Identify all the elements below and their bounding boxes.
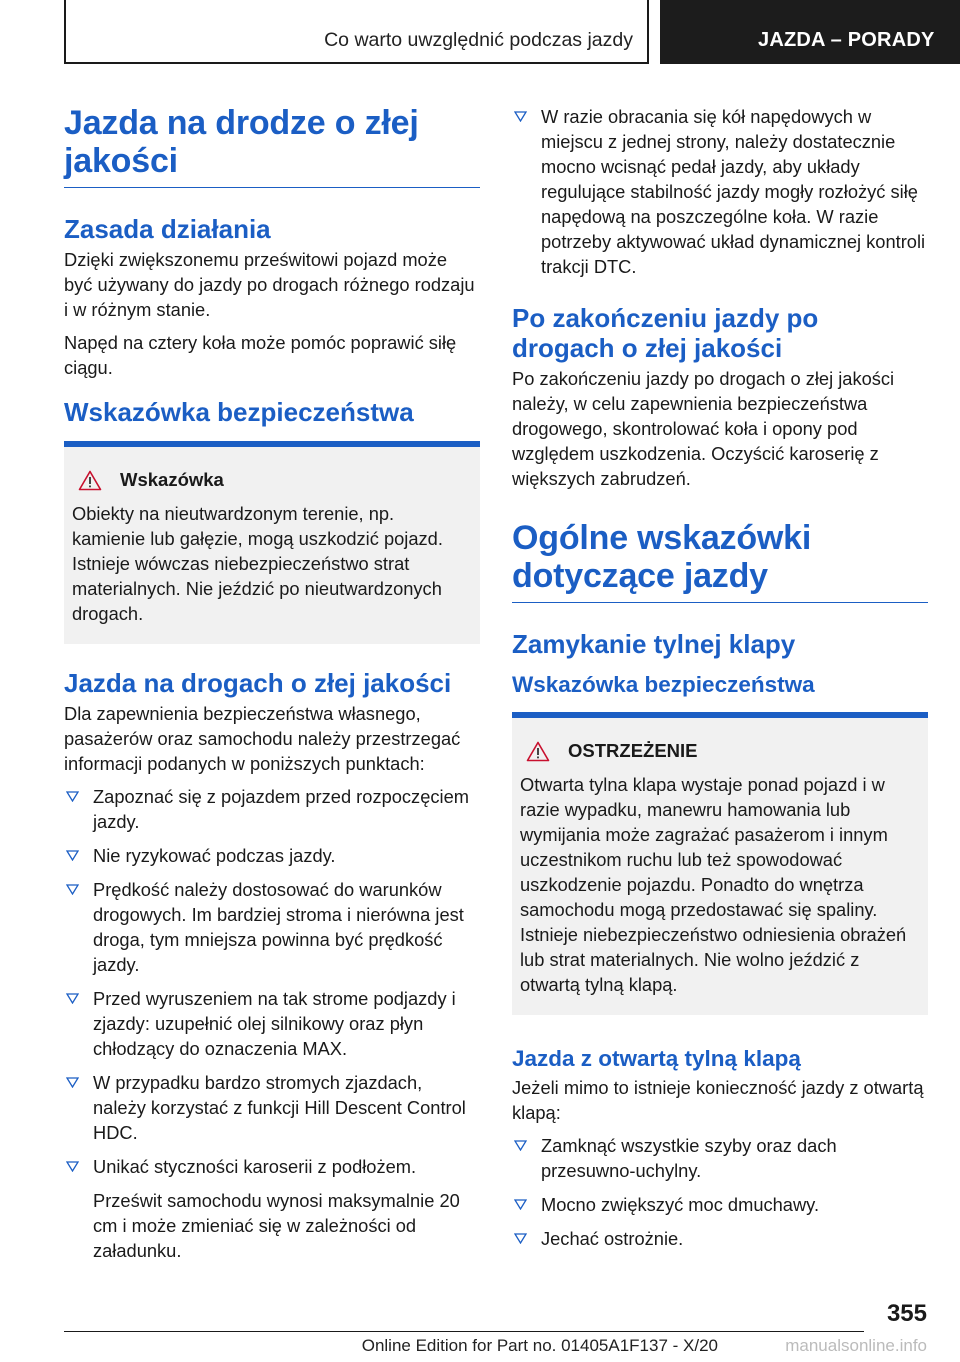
heading-rough-roads: Jazda na drodze o złej jakości — [64, 104, 480, 188]
heading-safety-note: Wskazówka bezpieczeństwa — [64, 397, 414, 427]
bullet-triangle-icon — [66, 1077, 79, 1088]
footer-edition: Online Edition for Part no. 01405A1F137 - X/20 — [361, 1336, 718, 1355]
warning-triangle-icon — [526, 741, 550, 762]
open-tailgate-list — [512, 1133, 928, 1251]
list-item: Jechać ostrożnie. — [512, 1226, 928, 1251]
page-number: 355 — [886, 1300, 927, 1327]
list-item: Unikać styczności karoserii z podłożem. — [64, 1154, 480, 1179]
warning-label: OSTRZEŻENIE — [568, 740, 698, 761]
driving-tips-list — [64, 784, 480, 1179]
header-section-title: Co warto uwzględnić podczas jazdy — [324, 29, 633, 51]
bullet-triangle-icon — [66, 1161, 79, 1172]
bullet-triangle-icon — [66, 884, 79, 895]
list-item: Zamknąć wszystkie szyby oraz dach przesuwno-uchylny. — [512, 1133, 928, 1183]
list-item: Prędkość należy dostosować do warunków drogowych. Im bardziej stroma i nierówna jest droga, tym mniejsza powinna być prędkość jazdy. — [64, 877, 480, 977]
heading-tailgate-safety: Wskazówka bezpieczeństwa — [512, 672, 815, 697]
warning-text: Otwarta tylna klapa wystaje ponad pojazd i w razie wypadku, manewru hamowania lub wymijania może zagrażać pasażerom i innym uczestnikom ruchu lub też spowodować uszkodzenie pojazdu. Ponadto do wnętrza samochodu mogą przedostawać się spaliny. Istnieje niebezpieczeństwo odniesienia obrażeń lub strat materialnych. Nie wolno jeździć z otwartą tylną klapą. — [520, 774, 907, 995]
list-item: Nie ryzykować podczas jazdy. — [64, 843, 480, 868]
driving-intro: Dla zapewnienia bezpieczeństwa własnego, pasażerów oraz samochodu należy przestrzegać informacji podanych w poniższych punktach: — [64, 703, 461, 774]
warning-title — [520, 740, 918, 762]
list-item: Mocno zwiększyć moc dmuchawy. — [512, 1192, 928, 1217]
continued-list — [512, 104, 928, 279]
note-text: Obiekty na nieutwardzonym terenie, np. kamienie lub gałęzie, mogą uszkodzić pojazd. Istnieje wówczas niebezpieczeństwo strat materialnych. Nie jeździć po nieutwardzonych drogach. — [72, 503, 443, 624]
warning-triangle-icon — [78, 470, 102, 491]
note-label: Wskazówka — [120, 469, 224, 490]
bullet-triangle-icon — [514, 1199, 527, 1210]
heading-general-tips: Ogólne wskazówki dotyczące jazdy — [512, 519, 928, 603]
list-item: W przypadku bardzo stromych zjazdach, należy korzystać z funkcji Hill Descent Control HDC. — [64, 1070, 480, 1145]
after-driving-text: Po zakończeniu jazdy po drogach o złej jakości należy, w celu zapewnienia bezpieczeństwa drogowego, skontrolować koła i opony pod względem uszkodzenia. Oczyścić karoserię z większych zabrudzeń. — [512, 368, 895, 489]
note-title — [72, 469, 470, 491]
bullet-triangle-icon — [66, 850, 79, 861]
bullet-triangle-icon — [514, 1140, 527, 1151]
heading-driving-rough-roads: Jazda na drogach o złej jakości — [64, 668, 452, 698]
safety-note-box — [64, 441, 480, 644]
ground-clearance-note: Prześwit samochodu wynosi maksymalnie 20 cm i może zmieniać się w zależności od załadunku. — [93, 1190, 460, 1261]
heading-after-driving: Po zakończeniu jazdy po drogach o złej jakości — [512, 303, 819, 363]
list-item: W razie obracania się kół napędowych w miejscu z jednej strony, należy dostatecznie mocno wcisnąć pedał jazdy, aby układy regulujące stabilność jazdy mogły rozłożyć siłę napędową na poszczególne koła. W razie potrzeby aktywować układ dynamicznej kontroli trakcji DTC. — [512, 104, 928, 279]
open-tailgate-intro: Jeżeli mimo to istnieje konieczność jazdy z otwartą klapą: — [512, 1077, 924, 1123]
page-header — [0, 0, 960, 66]
bullet-triangle-icon — [514, 1233, 527, 1244]
list-item: Zapoznać się z pojazdem przed rozpoczęciem jazdy. — [64, 784, 480, 834]
principle-text-2: Napęd na cztery koła może pomóc poprawić siłę ciągu. — [64, 332, 457, 378]
right-column — [512, 104, 928, 1260]
bullet-triangle-icon — [514, 111, 527, 122]
footer-rule — [64, 1331, 864, 1332]
footer — [0, 1336, 960, 1356]
header-chapter-title: JAZDA – PORADY — [758, 29, 935, 51]
footer-watermark: manualsonline.info — [785, 1336, 927, 1355]
warning-box — [512, 712, 928, 1015]
heading-closing-tailgate: Zamykanie tylnej klapy — [512, 629, 796, 659]
header-chapter-tab — [660, 0, 960, 64]
heading-principle: Zasada działania — [64, 214, 271, 244]
bullet-triangle-icon — [66, 993, 79, 1004]
header-section-box — [64, 0, 649, 64]
heading-driving-open-tailgate: Jazda z otwartą tylną klapą — [512, 1046, 801, 1071]
left-column — [64, 104, 480, 1271]
principle-text-1: Dzięki zwiększonemu prześwitowi pojazd może być używany do jazdy po drogach różnego rodzaju i w różnym stanie. — [64, 249, 475, 320]
bullet-triangle-icon — [66, 791, 79, 802]
list-item: Przed wyruszeniem na tak strome podjazdy i zjazdy: uzupełnić olej silnikowy oraz płyn chłodzący do oznaczenia MAX. — [64, 986, 480, 1061]
